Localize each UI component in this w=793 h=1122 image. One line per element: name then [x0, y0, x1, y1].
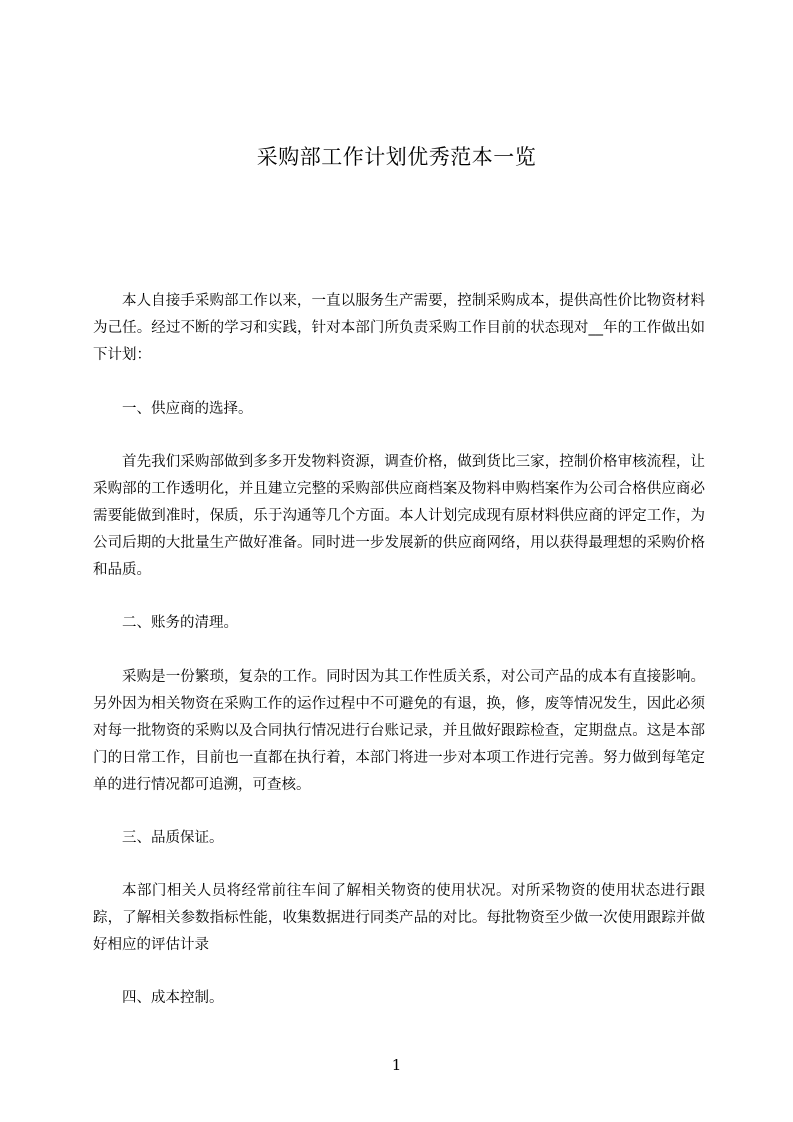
document-title: 采购部工作计划优秀范本一览	[256, 145, 537, 169]
intro-block	[93, 288, 705, 369]
section-heading-supplier-selection: 一、供应商的选择。	[122, 401, 253, 417]
section-paragraph-accounts: 采购是一份繁琐，复杂的工作。同时因为其工作性质关系，对公司产品的成本有直接影响。另外因为相关物资在采购工作的运作过程中不可避免的有退，换，修，废等情况发生，因此必须对每一批物资的采购以及合同执行情况进行台账记录，并且做好跟踪检查，定期盘点。这是本部门的日常工作，目前也一直都在执行着，本部门将进一步对本项工作进行完善。努力做到每笔定单的进行情况都可追溯，可查核。	[93, 669, 705, 793]
section-2-heading-block	[93, 610, 705, 637]
section-paragraph-quality: 本部门相关人员将经常前往车间了解相关物资的使用状况。对所采物资的使用状态进行跟踪，了解相关参数指标性能，收集数据进行同类产品的对比。每批物资至少做一次使用跟踪并做好相应的评估计录	[93, 883, 705, 953]
section-3-body-block	[93, 878, 705, 959]
section-3-heading-block	[93, 825, 705, 852]
section-heading-cost-control: 四、成本控制。	[122, 990, 224, 1006]
section-heading-quality: 三、品质保证。	[122, 830, 224, 846]
section-2-body-block	[93, 664, 705, 799]
intro-paragraph: 本人自接手采购部工作以来，一直以服务生产需要，控制采购成本，提供高性价比物资材料为己任。经过不断的学习和实践，针对本部门所负责采购工作目前的状态现对__年的工作做出如下计划：	[93, 293, 705, 363]
section-1-heading-block	[93, 396, 705, 423]
page-number: 1	[391, 1056, 402, 1074]
section-heading-accounts: 二、账务的清理。	[122, 615, 238, 631]
section-1-body-block	[93, 449, 705, 584]
section-4-heading-block	[93, 985, 705, 1012]
section-paragraph-supplier-selection: 首先我们采购部做到多多开发物料资源，调查价格，做到货比三家，控制价格审核流程，让采购部的工作透明化，并且建立完整的采购部供应商档案及物料申购档案作为公司合格供应商必需要能做到准时，保质，乐于沟通等几个方面。本人计划完成现有原材料供应商的评定工作，为公司后期的大批量生产做好准备。同时进一步发展新的供应商网络，用以获得最理想的采购价格和品质。	[93, 454, 705, 578]
